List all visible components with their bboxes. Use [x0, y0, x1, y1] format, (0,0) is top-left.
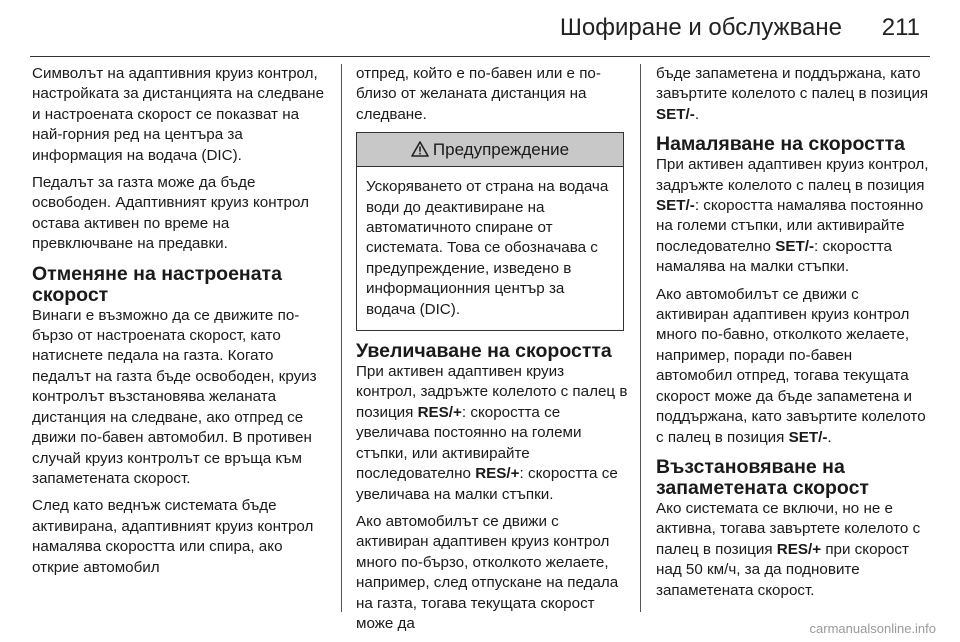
warning-triangle-icon	[411, 141, 429, 157]
text-run: При активен адаптивен круиз контрол, задръжте колелото с палец в позиция	[656, 156, 929, 194]
text-run: .	[827, 428, 832, 446]
column-1	[32, 64, 324, 585]
control-label: SET/-	[656, 197, 695, 215]
text-run: бъде запаметена и поддържана, като завъртите колелото с палец в позиция	[656, 65, 929, 103]
paragraph: Винаги е възможно да се движите по-бързо от настроената скорост, като натиснете педала на газта. Когато педалът на газта бъде освободен, круиз контролът възстановява желаната дистанция на следване, ако отпред се движи по-бавен автомобил. В противен случай круиз контролът се връща към запаметената скорост.	[32, 306, 317, 487]
section-heading-restore-speed: Възстановяване на запаметената скорост	[656, 455, 869, 499]
section-heading-increase-speed: Увеличаване на скоростта	[356, 340, 612, 363]
text-run: Ако системата се включи, но не е активна, тогава завъртете колелото с палец в позиция	[656, 499, 921, 558]
paragraph: Ако автомобилът се движи с активиран адаптивен круиз контрол много по-бързо, отколкото желаете, например, след отпускане на педала на газта, тогава текущата скорост може да	[356, 512, 619, 632]
paragraph	[656, 285, 932, 448]
control-label: SET/-	[775, 237, 815, 255]
header-divider	[30, 56, 930, 57]
text-run: при скорост над 50 км/ч, за да подновите запаметената скорост.	[656, 540, 909, 599]
column-divider-1	[341, 64, 342, 612]
text-run: .	[694, 105, 700, 123]
column-3	[656, 64, 932, 608]
paragraph: Символът на адаптивния круиз контрол, настройката за дистанцията на следване и настроената скорост се показват на най-горния ред на центъра за информация на водача (DIC).	[32, 65, 325, 164]
text-run: : скоростта се увеличава на малки стъпки.	[356, 465, 618, 503]
control-label: RES/+	[776, 540, 822, 558]
section-heading-decrease-speed: Намаляване на скоростта	[656, 133, 905, 156]
paragraph: отпред, който е по-бавен или е по-близо от желаната дистанция на следване.	[356, 65, 601, 123]
warning-body: Ускоряването от страна на водача води до деактивиране на автоматичното спиране от системата. Това се обозначава с предупреждение, изведено в информационния център за водача (DIC).	[366, 178, 609, 318]
warning-header	[357, 133, 623, 167]
control-label: RES/+	[475, 465, 520, 483]
paragraph: След като веднъж системата бъде активирана, адаптивният круиз контрол намалява скоростта или спира, ако открие автомобил	[32, 497, 314, 576]
control-label: SET/-	[788, 428, 828, 446]
column-2	[356, 64, 628, 641]
paragraph	[656, 155, 932, 277]
paragraph	[656, 499, 932, 601]
chapter-title: Шофиране и обслужване	[559, 14, 842, 41]
paragraph: Педалът за газта може да бъде освободен. Адаптивният круиз контрол остава активен по време на превключване на предавки.	[32, 174, 309, 253]
column-divider-2	[640, 64, 641, 612]
text-run: При активен адаптивен круиз контрол, задръжте колелото с палец в позиция	[356, 363, 628, 421]
control-label: RES/+	[417, 403, 462, 421]
paragraph	[656, 64, 932, 125]
section-heading-cancel-speed: Отменяне на настроената скорост	[32, 262, 282, 306]
text-run: : скоростта се увеличава постоянно на големи стъпки, или активирайте последователно	[356, 403, 582, 483]
paragraph	[356, 362, 628, 505]
page-header	[0, 0, 960, 58]
text-run: : скоростта намалява постоянно на големи стъпки, или активирайте последователно	[656, 197, 924, 255]
warning-box	[356, 132, 624, 331]
text-run: Ако автомобилът се движи с активиран адаптивен круиз контрол много по-бавно, отколкото желаете, например, поради по-бавен автомобил отпред, тогава текущата скорост може да бъде запаметена и поддържана, като завъртите колелото с палец в позиция	[656, 285, 926, 446]
watermark: carmanualsonline.info	[809, 621, 936, 636]
warning-title: Предупреждение	[432, 140, 570, 160]
control-label: SET/-	[656, 105, 695, 123]
page-number: 211	[881, 14, 920, 41]
text-run: : скоростта намалява на малки стъпки.	[656, 237, 893, 276]
